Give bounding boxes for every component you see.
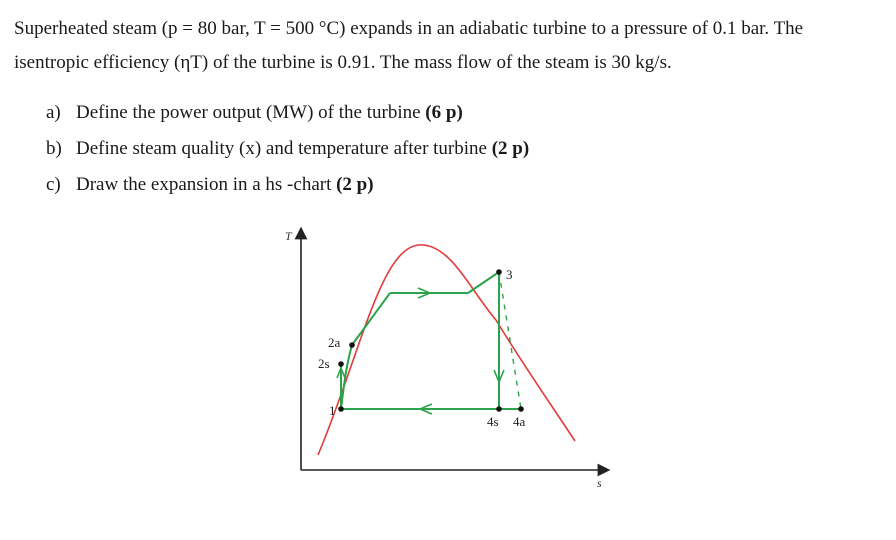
y-axis-label: T — [285, 229, 292, 243]
question-text: Draw the expansion in a hs -chart — [76, 174, 337, 195]
state-point-4a — [518, 406, 524, 412]
question-text: Define the power output (MW) of the turbine — [76, 102, 426, 123]
label-point-2s: 2s — [318, 356, 330, 371]
question-text: Define steam quality (x) and temperature after turbine — [76, 138, 492, 159]
state-point-4s — [496, 406, 502, 412]
state-point-2s — [338, 361, 344, 367]
saturation-dome-curve — [318, 245, 575, 455]
x-axis-label: s — [597, 476, 602, 490]
state-point-3 — [496, 269, 502, 275]
label-point-4s: 4s — [487, 414, 499, 429]
question-points: (2 p) — [336, 174, 374, 195]
label-point-3: 3 — [506, 267, 513, 282]
question-marker: b) — [46, 138, 62, 159]
superheat-line — [468, 272, 499, 293]
question-points: (2 p) — [491, 138, 530, 159]
label-point-2a: 2a — [328, 335, 341, 350]
heating-line-2a-to-boiling — [352, 293, 390, 345]
label-point-1: 1 — [329, 403, 336, 418]
state-point-1 — [338, 406, 344, 412]
label-point-4a: 4a — [513, 414, 526, 429]
question-marker: a) — [46, 102, 61, 123]
problem-intro-line-2: isentropic efficiency (ηT) of the turbine is 0.91. The mass flow of the steam is 30 kg/s. — [14, 52, 672, 73]
question-points: (6 p) — [425, 102, 463, 123]
problem-intro-line-1: Superheated steam (p = 80 bar, T = 500 °C) expands in an adiabatic turbine to a pressure of 0.1 bar. The — [14, 18, 804, 39]
state-point-2a — [349, 342, 355, 348]
question-marker: c) — [46, 174, 61, 195]
actual-expansion-3-4a — [499, 272, 521, 409]
